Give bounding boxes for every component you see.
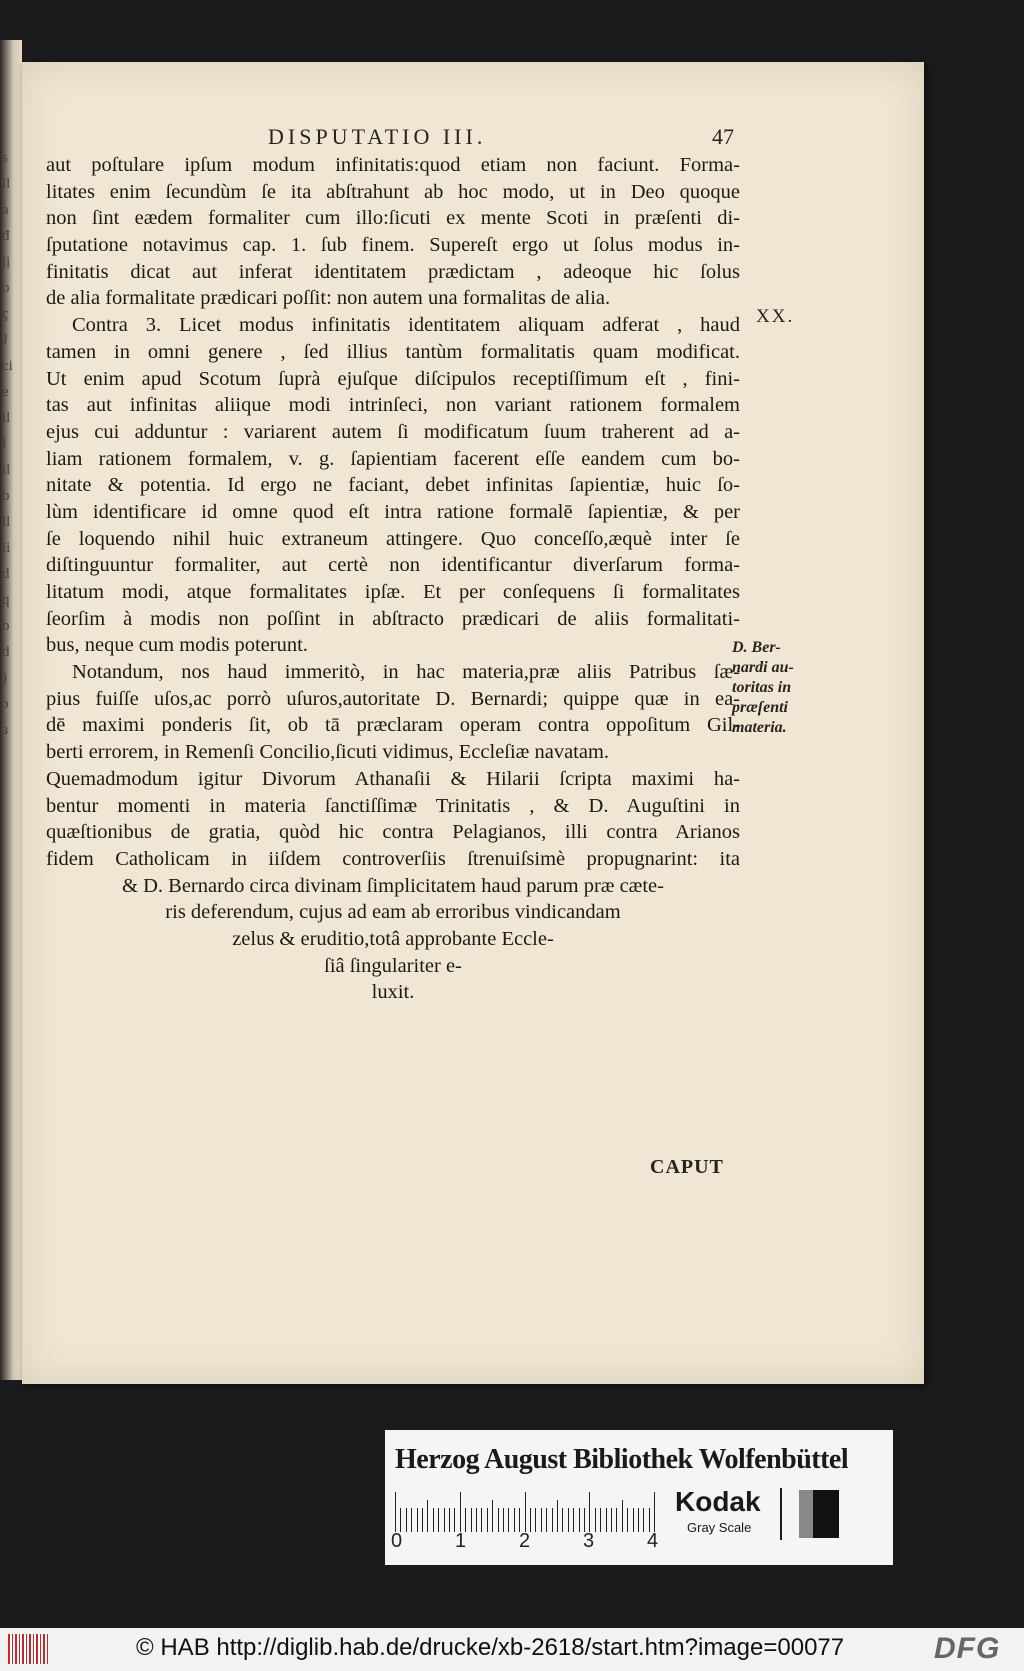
text-line: de alia formalitate prædicari poſſit: non autem una formalitas de alia. [46,287,611,310]
ruler-tick [562,1508,563,1532]
ruler-tick [649,1508,650,1532]
edge-mark: il [2,462,11,478]
ruler-tick [557,1500,558,1532]
footer-bar [0,1628,1024,1671]
margin-note-line: toritas in [732,679,792,696]
ruler-tick [535,1508,536,1532]
edge-mark: d [2,566,10,582]
ruler-tick [460,1492,461,1532]
ruler-tick [508,1508,509,1532]
ruler-number: 0 [391,1530,403,1552]
edge-mark: ll [2,514,11,530]
text-line: pius fuiſſe uſos,ac porrò uſuros,autoritate D. Bernardi; quippe quæ in ea- [46,687,740,710]
ruler-tick [481,1508,482,1532]
running-head: DISPUTATIO III. [268,124,487,149]
text-line: tas aut infinitas aliique modi intrinſeci, non variant rationem formalem [46,394,740,417]
ruler-tick [568,1508,569,1532]
edge-mark: il [2,176,11,192]
ruler-number: 4 [647,1530,659,1552]
ruler-tick [417,1508,418,1532]
ruler-tick [498,1508,499,1532]
edge-mark: o [2,280,10,296]
gray-scale-label: Gray Scale [687,1520,752,1535]
text-line: finitatis dicat aut inferat identitatem prædictam , adeoque hic ſolus [46,260,740,283]
ruler-tick [616,1508,617,1532]
ruler-tick [525,1492,526,1532]
edge-mark: l [2,436,7,452]
edge-mark: q [2,592,10,608]
edge-mark: a [2,202,9,218]
ruler-tick [400,1508,401,1532]
margin-numeral: XX. [756,306,795,327]
kodak-logo: Kodak [675,1486,761,1517]
text-line: fidem Catholicam in iiſdem controverſiis ſtrenuiſsimè propugnarint: ita [46,847,740,870]
ruler-tick [530,1508,531,1532]
edge-mark: ci [2,358,13,374]
text-line: litatum modi, atque formalitates ipſæ. Et per conſequens ſi formalitates [46,581,740,603]
text-line: & D. Bernardo circa divinam ſimplicitatem haud parum præ cæte- [122,874,664,897]
text-line: bentur momenti in materia ſanctiſſimæ Trinitatis , & D. Auguſtini in [46,794,740,817]
ruler-tick [573,1508,574,1532]
margin-note [732,638,826,738]
text-line: non ſint eædem formaliter cum illo:ſicuti ex mente Scoti in præſenti di- [46,207,740,230]
ruler-tick [633,1508,634,1532]
text-line: diſtinguuntur formaliter, aut certè non identificantur diverſarum forma- [46,554,740,577]
text-line: quæſtionibus de gratia, quòd hic contra Pelagianos, illi contra Arianos [46,821,740,844]
ruler-tick [514,1508,515,1532]
text-line: luxit. [371,981,415,1004]
text-line: liam rationem formalem, v. g. ſapientiam facerent eſſe eandem cum bo- [46,447,740,470]
margin-note-line: materia. [732,719,787,736]
text-line: Notandum, nos haud immeritò, in hac materia,præ aliis Patribus ſæ- [72,661,740,684]
ruler-tick [627,1508,628,1532]
ruler-tick [611,1508,612,1532]
edge-mark: đ [2,228,10,244]
text-line: ſe loquendo nihil huic extraneum attingere. Quo conceſſo,æquè inter ſe [46,527,740,550]
ruler-tick [552,1508,553,1532]
ruler-tick [406,1508,407,1532]
gray-patch [799,1490,839,1538]
ruler-tick [454,1508,455,1532]
ruler-tick [546,1508,547,1532]
text-line: ſeorſim à modis non poſſint in abſtracto prædicari de aliis formalitati- [46,607,740,630]
adjacent-page-edge [0,40,22,1380]
edge-mark: ç [2,306,9,322]
text-line: dē maximi ponderis ſit, ob tā præclaram operam contra oppoſitum Gil- [46,714,740,737]
edge-mark: b [2,488,10,504]
separator [780,1488,782,1540]
ruler-tick [444,1508,445,1532]
margin-note-line: D. Ber- [732,639,781,656]
edge-mark: d [2,644,10,660]
text-line: litates enim ſecundùm ſe ita abſtrahunt ab hoc modo, ut in Deo quoque [46,180,740,203]
text-line: aut poſtulare ipſum modum infinitatis:quod etiam non faciunt. Forma- [46,154,740,176]
ruler-tick [595,1508,596,1532]
ruler-tick [541,1508,542,1532]
ruler-tick [465,1508,466,1532]
edge-mark: il [2,410,11,426]
ruler-scale [395,1492,657,1532]
edge-mark: s [2,150,8,166]
ruler-tick [503,1508,504,1532]
edge-mark: ịị [2,254,11,270]
ruler-tick [471,1508,472,1532]
ruler-tick [622,1500,623,1532]
margin-note-line: præſenti [732,699,788,716]
page-number: 47 [712,124,734,149]
ruler-tick [427,1500,428,1532]
ruler-tick [433,1508,434,1532]
text-line: Quemadmodum igitur Divorum Athanaſii & Hilarii ſcripta maximi ha- [46,767,740,790]
ruler-number: 3 [583,1530,595,1552]
ruler-tick [449,1508,450,1532]
footer-url[interactable]: © HAB http://diglib.hab.de/drucke/xb-2618/start.htm?image=00077 [136,1634,845,1661]
text-line: bus, neque cum modis poterunt. [46,634,308,657]
ruler-tick [476,1508,477,1532]
edge-mark: e [2,384,9,400]
text-line: nitate & potentia. Id ergo ne faciant, debet infinitas ſapientiæ, huic ſo- [46,474,740,497]
text-line: Ut enim apud Scotum ſuprà ejuſque diſcipulos receptiſſimum eſt , fini- [46,367,740,390]
ruler-tick [487,1508,488,1532]
barcode-icon [8,1634,48,1664]
ruler-tick [395,1492,396,1532]
ruler-tick [584,1508,585,1532]
edge-mark: ɜ [2,722,9,738]
scale-card [385,1430,893,1565]
text-line: ſputatione notavimus cap. 1. ſub finem. Supereſt ergo ut ſolus modus in- [46,234,740,257]
edge-mark: ) [2,670,7,686]
ruler-tick [589,1492,590,1532]
edge-mark: ịi [2,540,11,556]
ruler-number: 1 [455,1530,467,1552]
body-text [46,152,740,1006]
ruler-tick [606,1508,607,1532]
edge-mark: ɔ [2,696,9,712]
text-line: tamen in omni genere , ſed illius tantùm formalitatis quam modificat. [46,340,740,363]
ruler-tick [519,1508,520,1532]
ruler-tick [643,1508,644,1532]
ruler-tick [438,1508,439,1532]
text-line: lùm identificare id omne quod eſt intra ratione formalē ſapientiæ, & per [46,500,740,523]
ruler-tick [422,1508,423,1532]
ruler-tick [654,1492,655,1532]
ruler-tick [579,1508,580,1532]
library-title: Herzog August Bibliothek Wolfenbüttel [395,1444,849,1475]
text-line: Contra 3. Licet modus infinitatis identitatem aliquam adferat , haud [72,314,740,337]
ruler-tick [638,1508,639,1532]
edge-mark: b [2,618,10,634]
margin-note-line: nardi au- [732,659,794,676]
text-line: ſiâ ſingulariter e- [324,954,462,977]
text-line: zelus & eruditio,totâ approbante Eccle- [232,927,554,950]
ruler-number: 2 [519,1530,531,1552]
text-line: berti errorem, in Remenſi Concilio,ſicuti vidimus, Eccleſiæ navatam. [46,741,610,764]
text-line: ris deferendum, cujus ad eam ab erroribus vindicandam [165,901,621,924]
dfg-logo: DFG [934,1632,1001,1665]
ruler-tick [492,1500,493,1532]
text-line: ejus cui adduntur : variarent autem ſi modificatum ſuum traherent ad a- [46,420,740,443]
ruler-tick [600,1508,601,1532]
ruler-tick [411,1508,412,1532]
edge-mark: J [2,332,8,348]
catchword: CAPUT [650,1156,724,1178]
